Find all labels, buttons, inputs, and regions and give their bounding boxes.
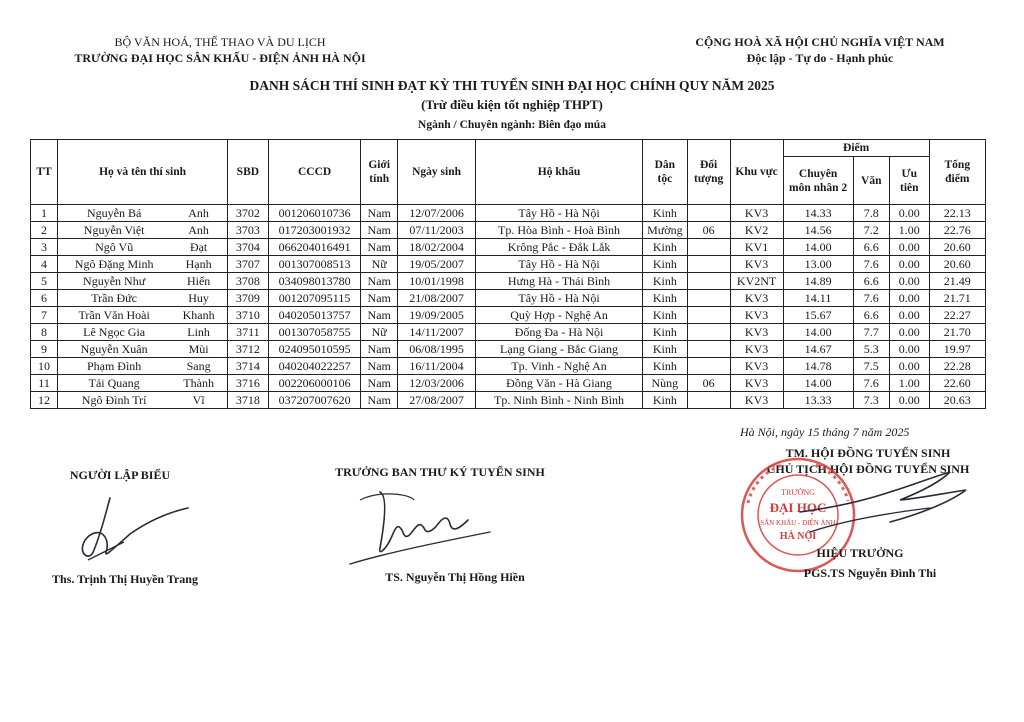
- candidate-gender: Nam: [361, 290, 397, 307]
- candidate-residence: Đồng Văn - Hà Giang: [476, 375, 643, 392]
- secretary-signature: [340, 486, 510, 566]
- score-bonus: 0.00: [889, 239, 929, 256]
- candidate-surname: Nguyễn Như: [58, 273, 171, 290]
- stamp-line-3: SÂN KHẤU - ĐIỆN ẢNH: [760, 519, 836, 527]
- candidate-sbd: 3716: [228, 375, 269, 392]
- candidate-cccd: 037207007620: [268, 392, 361, 409]
- candidate-cccd: 001307008513: [268, 256, 361, 273]
- candidate-gender: Nam: [361, 375, 397, 392]
- col-dob: Ngày sinh: [397, 140, 475, 205]
- candidate-region: KV3: [730, 392, 783, 409]
- candidate-priority: 06: [687, 375, 730, 392]
- col-region: Khu vực: [730, 140, 783, 205]
- score-specialty: 14.00: [783, 239, 853, 256]
- table-row: [31, 341, 986, 358]
- score-literature: 7.6: [853, 375, 889, 392]
- table-row: [31, 290, 986, 307]
- document-title: DANH SÁCH THÍ SINH ĐẠT KỲ THI TUYỂN SINH ĐẠI HỌC CHÍNH QUY NĂM 2025: [249, 78, 775, 93]
- row-number: 6: [31, 290, 58, 307]
- score-total: 20.60: [929, 256, 985, 273]
- candidate-surname: Phạm Đình: [58, 358, 171, 375]
- candidate-region: KV1: [730, 239, 783, 256]
- score-total: 21.49: [929, 273, 985, 290]
- candidate-region: KV3: [730, 205, 783, 222]
- candidate-priority: [687, 256, 730, 273]
- row-number: 8: [31, 324, 58, 341]
- preparer-signature: [70, 490, 200, 565]
- rector-signature: [790, 462, 990, 552]
- score-total: 20.63: [929, 392, 985, 409]
- row-number: 3: [31, 239, 58, 256]
- score-total: 22.60: [929, 375, 985, 392]
- candidate-dob: 06/08/1995: [397, 341, 475, 358]
- document-subtitle: (Trừ điều kiện tốt nghiệp THPT): [421, 97, 603, 112]
- row-number: 4: [31, 256, 58, 273]
- table-row: [31, 392, 986, 409]
- col-name: Họ và tên thí sinh: [58, 140, 228, 205]
- candidate-gender: Nam: [361, 273, 397, 290]
- score-bonus: 0.00: [889, 290, 929, 307]
- candidate-residence: Hưng Hà - Thái Bình: [476, 273, 643, 290]
- candidate-sbd: 3711: [228, 324, 269, 341]
- table-row: [31, 324, 986, 341]
- candidate-priority: 06: [687, 222, 730, 239]
- stamp-line-2: ĐẠI HỌC: [769, 500, 827, 515]
- candidate-priority: [687, 392, 730, 409]
- candidate-dob: 12/03/2006: [397, 375, 475, 392]
- candidate-region: KV3: [730, 358, 783, 375]
- table-row: [31, 222, 986, 239]
- council-line-2: CHỦ TỊCH HỘI ĐỒNG TUYỂN SINH: [766, 462, 970, 476]
- candidate-residence: Tây Hồ - Hà Nội: [476, 290, 643, 307]
- candidate-dob: 18/02/2004: [397, 239, 475, 256]
- candidate-sbd: 3708: [228, 273, 269, 290]
- score-literature: 6.6: [853, 307, 889, 324]
- row-number: 1: [31, 205, 58, 222]
- candidate-ethnicity: Kinh: [642, 239, 687, 256]
- candidate-sbd: 3704: [228, 239, 269, 256]
- candidate-surname: Trần Văn Hoài: [58, 307, 171, 324]
- col-gender: Giới tính: [361, 140, 397, 205]
- score-bonus: 0.00: [889, 307, 929, 324]
- row-number: 10: [31, 358, 58, 375]
- candidate-cccd: 034098013780: [268, 273, 361, 290]
- school-name: TRƯỜNG ĐẠI HỌC SÂN KHẤU - ĐIỆN ẢNH HÀ NỘI: [74, 51, 366, 65]
- col-tt: TT: [31, 140, 58, 205]
- col-cccd: CCCD: [268, 140, 361, 205]
- candidate-residence: Lạng Giang - Bắc Giang: [476, 341, 643, 358]
- candidate-cccd: 040204022257: [268, 358, 361, 375]
- stamp-line-1: TRƯỜNG: [781, 488, 815, 497]
- candidate-given-name: Huy: [170, 290, 227, 307]
- country-name: CỘNG HOÀ XÃ HỘI CHỦ NGHĨA VIỆT NAM: [695, 35, 945, 49]
- candidate-residence: Krông Pắc - Đắk Lắk: [476, 239, 643, 256]
- score-bonus: 0.00: [889, 324, 929, 341]
- candidate-cccd: 001206010736: [268, 205, 361, 222]
- candidate-given-name: Khanh: [170, 307, 227, 324]
- candidate-cccd: 066204016491: [268, 239, 361, 256]
- candidate-residence: Tp. Vinh - Nghệ An: [476, 358, 643, 375]
- score-specialty: 14.00: [783, 375, 853, 392]
- candidate-given-name: Hiển: [170, 273, 227, 290]
- candidate-region: KV3: [730, 290, 783, 307]
- score-bonus: 0.00: [889, 392, 929, 409]
- candidate-region: KV3: [730, 341, 783, 358]
- candidate-gender: Nam: [361, 392, 397, 409]
- candidate-surname: Nguyễn Xuân: [58, 341, 171, 358]
- candidate-region: KV2NT: [730, 273, 783, 290]
- candidate-surname: Ngô Đình Trí: [58, 392, 171, 409]
- col-bonus: Ưu tiên: [889, 157, 929, 205]
- score-literature: 7.5: [853, 358, 889, 375]
- score-total: 22.76: [929, 222, 985, 239]
- candidate-dob: 12/07/2006: [397, 205, 475, 222]
- candidate-sbd: 3712: [228, 341, 269, 358]
- col-priority: Đối tượng: [687, 140, 730, 205]
- score-literature: 7.3: [853, 392, 889, 409]
- stamp-line-4: HÀ NỘI: [779, 531, 817, 542]
- candidate-residence: Đống Đa - Hà Nội: [476, 324, 643, 341]
- candidate-sbd: 3702: [228, 205, 269, 222]
- candidate-dob: 16/11/2004: [397, 358, 475, 375]
- candidate-surname: Tải Quang: [58, 375, 171, 392]
- score-total: 21.70: [929, 324, 985, 341]
- row-number: 2: [31, 222, 58, 239]
- candidate-cccd: 017203001932: [268, 222, 361, 239]
- rector-title: HIỆU TRƯỞNG: [816, 546, 904, 560]
- candidate-table: [30, 139, 986, 409]
- council-line-1: TM. HỘI ĐỒNG TUYỂN SINH: [785, 446, 951, 460]
- score-specialty: 13.00: [783, 256, 853, 273]
- score-specialty: 14.00: [783, 324, 853, 341]
- score-bonus: 1.00: [889, 375, 929, 392]
- preparer-name: Ths. Trịnh Thị Huyền Trang: [52, 572, 198, 586]
- candidate-ethnicity: Kinh: [642, 341, 687, 358]
- table-row: [31, 358, 986, 375]
- candidate-region: KV2: [730, 222, 783, 239]
- table-row: [31, 239, 986, 256]
- candidate-ethnicity: Kinh: [642, 307, 687, 324]
- candidate-surname: Nguyễn Bá: [58, 205, 171, 222]
- row-number: 7: [31, 307, 58, 324]
- candidate-priority: [687, 290, 730, 307]
- score-literature: 6.6: [853, 273, 889, 290]
- candidate-priority: [687, 307, 730, 324]
- score-literature: 7.8: [853, 205, 889, 222]
- row-number: 11: [31, 375, 58, 392]
- col-sbd: SBD: [228, 140, 269, 205]
- row-number: 5: [31, 273, 58, 290]
- candidate-priority: [687, 239, 730, 256]
- score-literature: 7.7: [853, 324, 889, 341]
- candidate-sbd: 3718: [228, 392, 269, 409]
- preparer-title: NGƯỜI LẬP BIỂU: [69, 468, 171, 482]
- score-total: 22.28: [929, 358, 985, 375]
- candidate-ethnicity: Kinh: [642, 205, 687, 222]
- col-literature: Văn: [853, 157, 889, 205]
- candidate-dob: 21/08/2007: [397, 290, 475, 307]
- rector-name: PGS.TS Nguyễn Đình Thi: [803, 566, 937, 580]
- candidate-gender: Nam: [361, 358, 397, 375]
- ministry-name: BỘ VĂN HOÁ, THỂ THAO VÀ DU LỊCH: [114, 35, 326, 49]
- score-bonus: 0.00: [889, 205, 929, 222]
- candidate-residence: Tp. Hòa Bình - Hoà Bình: [476, 222, 643, 239]
- candidate-gender: Nam: [361, 341, 397, 358]
- candidate-residence: Tây Hồ - Hà Nội: [476, 205, 643, 222]
- candidate-ethnicity: Nùng: [642, 375, 687, 392]
- score-total: 22.27: [929, 307, 985, 324]
- score-specialty: 15.67: [783, 307, 853, 324]
- score-total: 21.71: [929, 290, 985, 307]
- score-specialty: 14.67: [783, 341, 853, 358]
- col-residence: Hộ khẩu: [476, 140, 643, 205]
- candidate-residence: Tp. Ninh Bình - Ninh Bình: [476, 392, 643, 409]
- candidate-given-name: Sang: [170, 358, 227, 375]
- score-specialty: 14.33: [783, 205, 853, 222]
- candidate-region: KV3: [730, 375, 783, 392]
- major-line: Ngành / Chuyên ngành: Biên đạo múa: [418, 119, 606, 131]
- candidate-ethnicity: Kinh: [642, 392, 687, 409]
- row-number: 9: [31, 341, 58, 358]
- motto: Độc lập - Tự do - Hạnh phúc: [746, 51, 894, 65]
- table-row: [31, 205, 986, 222]
- score-bonus: 1.00: [889, 222, 929, 239]
- score-specialty: 14.11: [783, 290, 853, 307]
- candidate-sbd: 3707: [228, 256, 269, 273]
- candidate-given-name: Mùi: [170, 341, 227, 358]
- secretary-title: TRƯỞNG BAN THƯ KÝ TUYỂN SINH: [335, 465, 545, 479]
- candidate-surname: Ngô Vũ: [58, 239, 171, 256]
- candidate-cccd: 002206000106: [268, 375, 361, 392]
- candidate-sbd: 3714: [228, 358, 269, 375]
- candidate-priority: [687, 324, 730, 341]
- table-row: [31, 307, 986, 324]
- candidate-priority: [687, 341, 730, 358]
- candidate-dob: 19/05/2007: [397, 256, 475, 273]
- score-specialty: 14.56: [783, 222, 853, 239]
- candidate-gender: Nam: [361, 205, 397, 222]
- secretary-name: TS. Nguyễn Thị Hồng Hiền: [385, 570, 525, 584]
- candidate-dob: 07/11/2003: [397, 222, 475, 239]
- table-row: [31, 375, 986, 392]
- candidate-priority: [687, 358, 730, 375]
- candidate-sbd: 3710: [228, 307, 269, 324]
- candidate-gender: Nam: [361, 222, 397, 239]
- candidate-given-name: Vĩ: [170, 392, 227, 409]
- score-specialty: 14.78: [783, 358, 853, 375]
- candidate-given-name: Linh: [170, 324, 227, 341]
- score-total: 19.97: [929, 341, 985, 358]
- col-score-group: Điểm: [783, 140, 929, 157]
- candidate-surname: Lê Ngọc Gia: [58, 324, 171, 341]
- candidate-gender: Nữ: [361, 324, 397, 341]
- score-literature: 5.3: [853, 341, 889, 358]
- candidate-surname: Ngô Đặng Minh: [58, 256, 171, 273]
- candidate-dob: 19/09/2005: [397, 307, 475, 324]
- candidate-given-name: Hạnh: [170, 256, 227, 273]
- table-row: [31, 273, 986, 290]
- candidate-ethnicity: Kinh: [642, 256, 687, 273]
- candidate-given-name: Anh: [170, 205, 227, 222]
- candidate-sbd: 3709: [228, 290, 269, 307]
- score-bonus: 0.00: [889, 273, 929, 290]
- candidate-cccd: 001207095115: [268, 290, 361, 307]
- candidate-dob: 10/01/1998: [397, 273, 475, 290]
- candidate-gender: Nữ: [361, 256, 397, 273]
- candidate-ethnicity: Kinh: [642, 324, 687, 341]
- candidate-cccd: 001307058755: [268, 324, 361, 341]
- score-specialty: 13.33: [783, 392, 853, 409]
- score-bonus: 0.00: [889, 256, 929, 273]
- candidate-ethnicity: Kinh: [642, 358, 687, 375]
- score-specialty: 14.89: [783, 273, 853, 290]
- col-ethnicity: Dân tộc: [642, 140, 687, 205]
- candidate-ethnicity: Kinh: [642, 273, 687, 290]
- candidate-given-name: Đạt: [170, 239, 227, 256]
- candidate-given-name: Anh: [170, 222, 227, 239]
- score-literature: 7.2: [853, 222, 889, 239]
- candidate-sbd: 3703: [228, 222, 269, 239]
- candidate-dob: 14/11/2007: [397, 324, 475, 341]
- score-bonus: 0.00: [889, 341, 929, 358]
- candidate-cccd: 040205013757: [268, 307, 361, 324]
- candidate-gender: Nam: [361, 239, 397, 256]
- col-total: Tổng điểm: [929, 140, 985, 205]
- candidate-given-name: Thành: [170, 375, 227, 392]
- candidate-cccd: 024095010595: [268, 341, 361, 358]
- candidate-residence: Tây Hồ - Hà Nội: [476, 256, 643, 273]
- score-bonus: 0.00: [889, 358, 929, 375]
- header-left: [40, 34, 400, 66]
- score-literature: 7.6: [853, 290, 889, 307]
- row-number: 12: [31, 392, 58, 409]
- candidate-region: KV3: [730, 324, 783, 341]
- score-literature: 7.6: [853, 256, 889, 273]
- candidate-dob: 27/08/2007: [397, 392, 475, 409]
- score-literature: 6.6: [853, 239, 889, 256]
- header-right: [640, 34, 1000, 66]
- candidate-priority: [687, 273, 730, 290]
- candidate-residence: Quỳ Hợp - Nghệ An: [476, 307, 643, 324]
- candidate-ethnicity: Mường: [642, 222, 687, 239]
- score-total: 20.60: [929, 239, 985, 256]
- candidate-surname: Nguyễn Việt: [58, 222, 171, 239]
- candidate-priority: [687, 205, 730, 222]
- table-row: [31, 256, 986, 273]
- candidate-gender: Nam: [361, 307, 397, 324]
- candidate-region: KV3: [730, 256, 783, 273]
- date-line: Hà Nội, ngày 15 tháng 7 năm 2025: [740, 425, 910, 439]
- score-total: 22.13: [929, 205, 985, 222]
- candidate-ethnicity: Kinh: [642, 290, 687, 307]
- candidate-surname: Trần Đức: [58, 290, 171, 307]
- candidate-region: KV3: [730, 307, 783, 324]
- col-specialty: Chuyên môn nhân 2: [783, 157, 853, 205]
